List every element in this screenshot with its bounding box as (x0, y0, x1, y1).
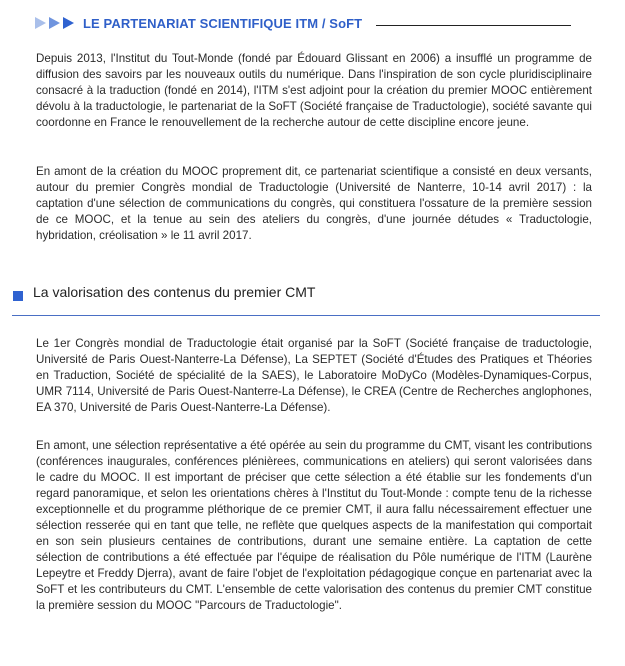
selection-paragraph: En amont, une sélection représentative a été opérée au sein du programme du CMT, visant les contributions (conférences inaugurales, conférences plénièrees, communications en ateliers) qui seront valorisées dans le cadre du MOOC. Il est important de préciser que cette sélection a été établie sur les fondements d'un regard panoramique, et selon les orientations chères à l'Institut du Tout-Monde : compte tenu de la richesse exceptionnelle et du programme pléthorique de ce premier CMT, il aura fallu nécessairement effectuer une sélection resserée qui en tant que telle, ne reflète que quelques aspects de la manifestation qui comportait en son sein plusieurs centaines de contributions, durant une semaine entière. La captation de cette sélection de contributions a été effectuée par l'équipe de réalisation du Pôle numérique de l'ITM (Laurène Lepeytre et Freddy Djerra), avant de faire l'objet de l'exploitation pédagogique conçue en partenariat avec la SoFT et les contributeurs du CMT. L'ensemble de cette valorisation des contenus du premier CMT constitue la première session du MOOC "Parcours de Traductologie". (36, 439, 592, 612)
section-heading (12, 283, 600, 316)
arrow-right-icon (63, 17, 74, 29)
organizers-paragraph: Le 1er Congrès mondial de Traductologie était organisé par la SoFT (Société française de traductologie, Université de Paris Ouest-Nanterre-La Défense), La SEPTET (Société d'Études des Pratiques et Théories en Traduction, Société de spécialité de la SAES), le Laboratoire MoDyCo (Modèles-Dynamiques-Corpus, UMR 7114, Université de Paris Ouest-Nanterre-La Défense), le CREA (Centre de Recherches anglophones, EA 370, Université de Paris Ouest-Nanterre-La Défense). (36, 337, 592, 414)
page-header (35, 12, 595, 34)
triple-chevron-right-icon (35, 17, 74, 29)
header-divider (376, 25, 571, 26)
page-title: LE PARTENARIAT SCIENTIFIQUE ITM / SoFT (83, 15, 363, 31)
section-title: La valorisation des contenus du premier CMT (33, 284, 316, 300)
square-bullet-icon (13, 291, 23, 301)
arrow-right-icon (35, 17, 46, 29)
intro-paragraph: Depuis 2013, l'Institut du Tout-Monde (fondé par Édouard Glissant en 2006) a insufflé un programme de diffusion des savoirs par les nouveaux outils du numérique. Dans l'inspiration de son cycle pluridisciplinaire consacré à la traduction (fondé en 2014), l'ITM s'est adjoint pour la création du premier MOOC entièrement dévolu à la traductologie, le partenariat de la SoFT (Société française de Traductologie), société savante qui coordonne en France le renouvellement de la recherche autour de cette discipline encore jeune. (36, 52, 592, 129)
arrow-right-icon (49, 17, 60, 29)
partnership-paragraph: En amont de la création du MOOC proprement dit, ce partenariat scientifique a consisté en deux versants, autour du premier Congrès mondial de Traductologie (Université de Nanterre, 10-14 avril 2017) : la captation d'une sélection de communications du congrès, qui constituera l'ossature de la première session de ce MOOC, et la tenue au sein des ateliers du congrès, d'une journée détudes « Traductologie, hybridation, créolisation » le 11 avril 2017. (36, 165, 592, 242)
